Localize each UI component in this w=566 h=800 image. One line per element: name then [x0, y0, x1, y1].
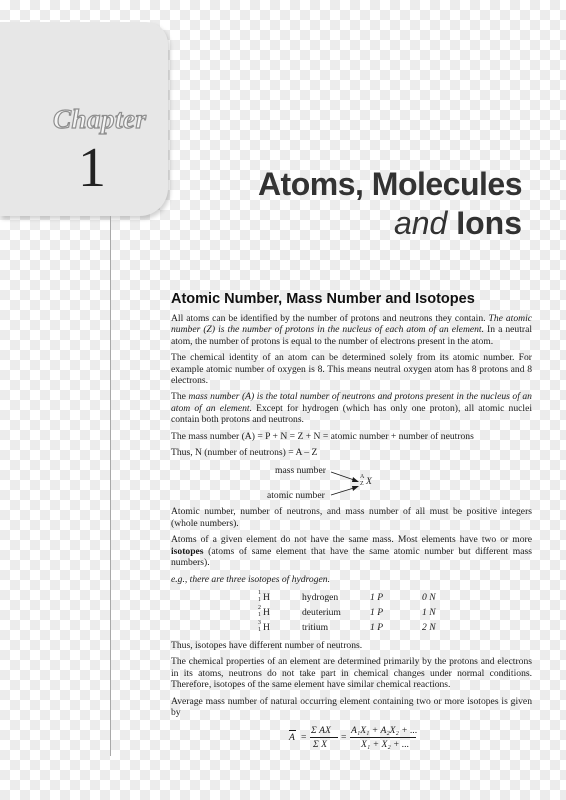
chapter-title-line1: Atoms, Molecules: [257, 166, 522, 202]
formula-equals-1: =: [301, 732, 307, 744]
isotope-name: deuterium: [302, 606, 341, 618]
chapter-number: 1: [78, 137, 106, 199]
formula-num1: Σ AX: [311, 725, 331, 737]
arrowhead-atomic: [352, 486, 359, 491]
atomic-number-label: atomic number: [267, 490, 325, 502]
equation-neutrons: Thus, N (number of neutrons) = A – Z: [171, 447, 318, 459]
diagram-arrows: [171, 463, 532, 503]
p1-text: All atoms can be identified by the number of protons and neutrons they contain.: [171, 313, 489, 324]
paragraph-positive-integers: Atomic number, number of neutrons, and mass number of all must be positive integers (whole numbers).: [171, 506, 532, 529]
table-row: [254, 590, 436, 605]
chapter-title-line2: [394, 205, 522, 242]
paragraph-neutron-difference: Thus, isotopes have different number of neutrons.: [171, 639, 363, 651]
formula-lhs: A: [289, 732, 295, 744]
isotope-name: hydrogen: [302, 591, 339, 603]
formula-fraction-bar-1: [310, 737, 338, 738]
formula-fraction-bar-2: [350, 737, 416, 738]
table-row: [254, 620, 436, 635]
formula-overbar: [289, 730, 296, 731]
isotope-symbol: 2 1 H: [258, 604, 270, 618]
isotope-table: [254, 590, 436, 635]
paragraph-mass-number: [171, 391, 532, 425]
isotope-neutrons: 2 N: [422, 621, 436, 633]
paragraph-chemical-properties: The chemical properties of an element are determined primarily by the protons and electrons in its atoms, neutrons do not take part in chemical changes under normal conditions. Therefore, isotopes of the same element have similar chemical reactions.: [171, 656, 532, 691]
atomic-subscript: Z: [360, 481, 364, 488]
isotope-symbol: 3 1 H: [258, 619, 270, 633]
mass-number-label: mass number: [275, 465, 326, 477]
p3-text: The: [171, 391, 189, 403]
p5-text: Atoms of a given element do not have the same mass. Most elements have two or more: [171, 534, 532, 546]
paragraph-chemical-identity: The chemical identity of an atom can be determined solely from its atomic number. For example atomic number of oxygen is 8. This means neutral oxygen atom has 8 protons and 8 electrons.: [171, 352, 532, 387]
isotope-protons: 1 P: [370, 606, 384, 618]
isotope-neutrons: 0 N: [422, 591, 436, 603]
paragraph-atomic-number: [171, 313, 532, 347]
p1-definition: The atomic number (Z) is the number of protons in the nucleus of each atom of an element.: [171, 313, 533, 336]
isotope-protons: 1 P: [370, 591, 384, 603]
equation-mass-number: The mass number (A) = P + N = Z + N = atomic number + number of neutrons: [171, 430, 474, 442]
table-row: [254, 605, 436, 620]
element-symbol: X: [366, 476, 372, 488]
section-heading: Atomic Number, Mass Number and Isotopes: [171, 291, 475, 307]
formula-den2: X₁ + X₂ + ...: [361, 739, 410, 751]
margin-rule: [110, 216, 111, 756]
paragraph-isotopes: [171, 534, 532, 568]
p3-definition: mass number (A) is the total number of neutrons and protons present in the nucleus of an atom of an element.: [171, 391, 532, 414]
arrowhead-mass: [352, 477, 359, 482]
mass-superscript: A: [360, 474, 365, 481]
p3-rest: Except for hydrogen (which has only one proton), all atomic nuclei contain both protons and neutrons.: [171, 402, 532, 426]
example-line: e.g., there are three isotopes of hydrogen.: [171, 573, 330, 585]
p1-rest: In a neutral atom, the number of protons is equal to the number of electrons present in the atom.: [171, 324, 532, 347]
section-body: [171, 291, 532, 753]
title-and: and: [393, 205, 448, 241]
isotope-protons: 1 P: [370, 621, 384, 633]
paragraph-average-mass: Average mass number of natural occurring element containing two or more isotopes is given by: [171, 695, 532, 718]
formula-den1: Σ X: [313, 739, 327, 751]
formula-equals-2: =: [341, 732, 347, 744]
p5-rest: (atoms of same element that have the same atomic number but different mass numbers).: [171, 545, 532, 569]
nuclide-notation-diagram: [171, 463, 532, 503]
isotopes-term: isotopes: [171, 545, 204, 557]
title-ions: Ions: [456, 205, 522, 241]
isotope-symbol: 1 1 H: [258, 589, 270, 603]
chapter-label: Chapter: [53, 104, 147, 134]
isotope-neutrons: 1 N: [422, 606, 436, 618]
formula-num2: A₁X₁ + A₂X₂ + ...: [351, 725, 418, 737]
isotope-name: tritium: [302, 621, 329, 633]
average-mass-formula: [171, 723, 532, 753]
